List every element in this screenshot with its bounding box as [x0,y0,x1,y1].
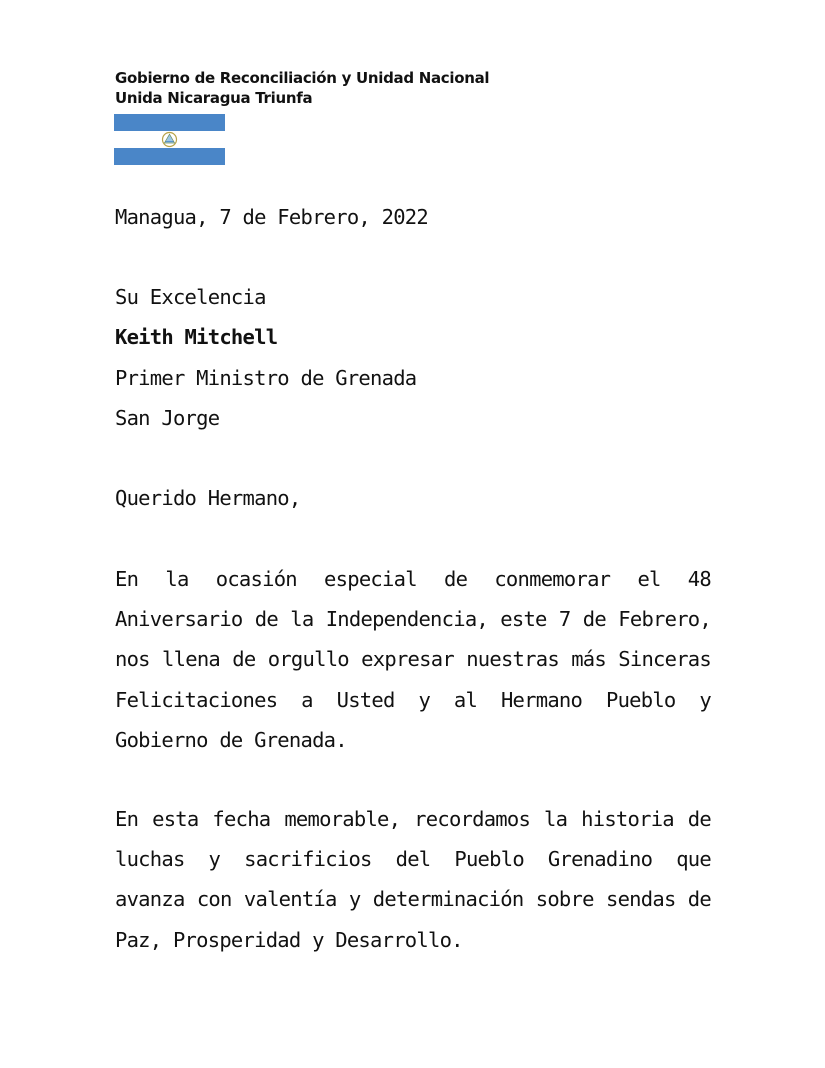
letter-date: Managua, 7 de Febrero, 2022 [115,205,428,229]
nicaragua-flag-icon [114,114,225,165]
recipient-city: San Jorge [115,406,220,430]
recipient-position: Primer Ministro de Grenada [115,366,417,390]
letter-greeting: Querido Hermano, [115,486,301,510]
flag-middle-band [114,131,225,148]
letter-paragraph-2: En esta fecha memorable, recordamos la historia de luchas y sacrificios del Pueblo Grenadino que avanza con valentía y determinación sobre sendas de Paz, Prosperidad y Desarrollo. [115,807,711,952]
flag-bottom-band [114,148,225,165]
letterhead [115,68,489,108]
flag-top-band [114,114,225,131]
letter-paragraph-1: En la ocasión especial de conmemorar el 48 Aniversario de la Independencia, este 7 de Febrero, nos llena de orgullo expresar nuestras más Sinceras Felicitaciones a Usted y al Hermano Pueblo y Gobierno de Grenada. [115,567,711,752]
recipient-name: Keith Mitchell [115,325,278,349]
letterhead-slogan: Unida Nicaragua Triunfa [115,89,313,107]
letterhead-government-name: Gobierno de Reconciliación y Unidad Nacional [115,69,490,87]
recipient-salutation-title: Su Excelencia [115,285,266,309]
coat-of-arms-icon [114,131,225,148]
